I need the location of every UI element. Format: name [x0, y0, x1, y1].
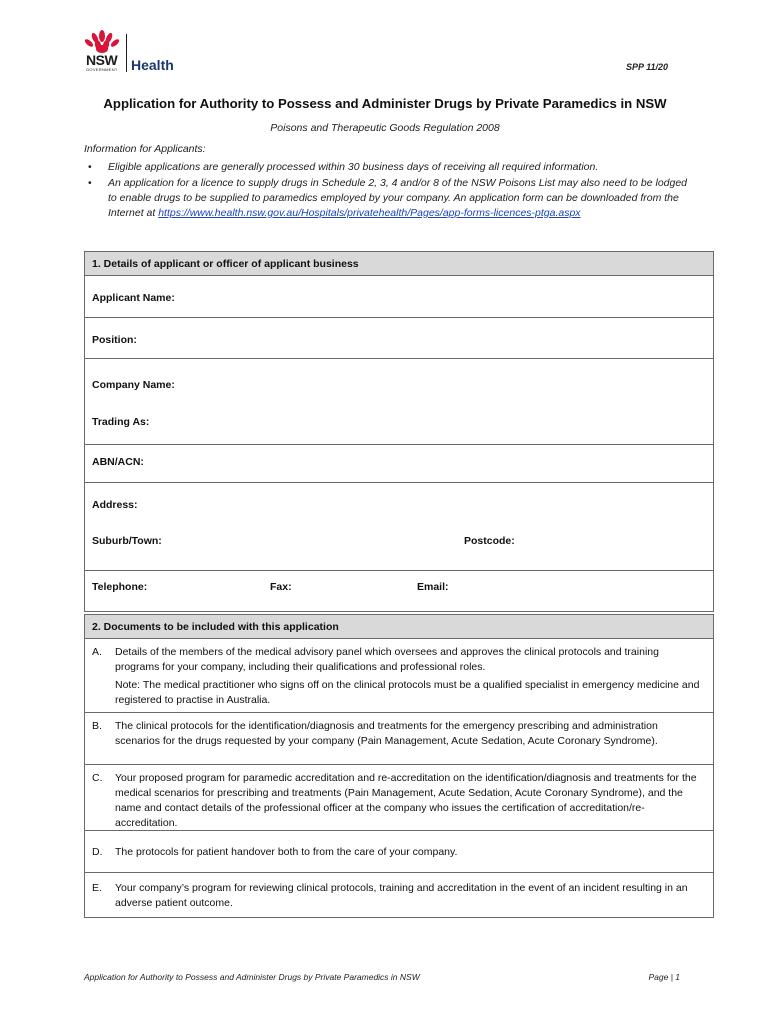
address-label: Address: — [92, 499, 138, 511]
section-1-heading: 1. Details of applicant or officer of applicant business — [92, 258, 359, 270]
item-text: Details of the members of the medical advisory panel which oversees and approves the clinical protocols and training programs for your company, including their qualifications and professional roles. — [115, 646, 659, 673]
item-letter: C. — [92, 772, 103, 784]
email-label: Email: — [417, 581, 449, 593]
footer-title: Application for Authority to Possess and Administer Drugs by Private Paramedics in NSW — [84, 972, 420, 982]
company-row[interactable] — [85, 359, 713, 445]
info-bullet — [84, 176, 694, 221]
applicant-name-label: Applicant Name: — [92, 292, 175, 304]
bullet-icon: • — [88, 161, 92, 173]
trading-as-label: Trading As: — [92, 416, 150, 428]
contact-row[interactable] — [85, 571, 713, 611]
item-text: The clinical protocols for the identification/diagnosis and treatments for the emergency prescribing and administration scenarios for the drugs requested by your company (Pain Management, Acute Sedation, Acute Coronary Syndrome). — [115, 720, 658, 747]
fax-label: Fax: — [270, 581, 292, 593]
postcode-label: Postcode: — [464, 535, 515, 547]
applicant-name-row[interactable] — [85, 276, 713, 318]
info-list — [84, 160, 694, 221]
item-text: The protocols for patient handover both to from the care of your company. — [115, 846, 458, 858]
section-2-header — [85, 615, 713, 639]
telephone-label: Telephone: — [92, 581, 148, 593]
section-1-header — [85, 252, 713, 276]
item-letter: D. — [92, 846, 103, 858]
company-name-label: Company Name: — [92, 379, 175, 391]
logo-government: GOVERNMENT — [86, 67, 118, 72]
documents-section — [84, 614, 714, 918]
document-item-e — [85, 873, 713, 917]
info-bullet-text: An application for a licence to supply drugs in Schedule 2, 3, 4 and/or 8 of the NSW Poisons List may also need to be lodged to enable drugs to be supplied to paramedics employed by your company. An application form can be downloaded from the Internet at — [108, 177, 688, 219]
applicant-details-section — [84, 251, 714, 612]
position-label: Position: — [92, 334, 137, 346]
applicant-information — [84, 142, 694, 222]
document-item-b — [85, 713, 713, 765]
item-text: Your proposed program for paramedic accreditation and re-accreditation on the identification/diagnosis and treatments for the medical scenarios for prescribing and treatments (Pain Management, Acute Sedation, Acute Coronary Syndrome), and the name and contact details of the professional officer at the company who issues the certification of accreditation/re-accreditation. — [115, 772, 697, 829]
page-subtitle: Poisons and Therapeutic Goods Regulation 2008 — [270, 122, 500, 134]
document-item-d — [85, 831, 713, 873]
forms-link[interactable]: https://www.health.nsw.gov.au/Hospitals/privatehealth/Pages/app-forms-licences-ptga.aspx — [158, 207, 581, 219]
nsw-health-logo — [84, 30, 194, 74]
logo-health: Health — [131, 57, 174, 73]
item-note: Note: The medical practitioner who signs off on the clinical protocols must be a qualified specialist in emergency medicine and registered to practise in Australia. — [115, 679, 700, 706]
item-letter: B. — [92, 720, 102, 732]
item-letter: E. — [92, 882, 102, 894]
logo-wordmark: NSW — [86, 52, 118, 68]
abn-row[interactable] — [85, 445, 713, 483]
document-item-a — [85, 639, 713, 713]
address-row[interactable] — [85, 483, 713, 571]
page-footer — [84, 972, 680, 982]
info-bullet — [84, 160, 694, 175]
info-heading: Information for Applicants: — [84, 143, 206, 155]
form-reference: SPP 11/20 — [625, 62, 668, 72]
item-text: Your company’s program for reviewing clinical protocols, training and accreditation in the event of an incident resulting in an adverse patient outcome. — [115, 882, 688, 909]
info-bullet-text: Eligible applications are generally processed within 30 business days of receiving all required information. — [108, 161, 599, 173]
document-item-c — [85, 765, 713, 831]
logo-divider — [126, 34, 127, 72]
section-2-heading: 2. Documents to be included with this application — [92, 621, 339, 633]
suburb-label: Suburb/Town: — [92, 535, 162, 547]
position-row[interactable] — [85, 318, 713, 359]
page-title: Application for Authority to Possess and Administer Drugs by Private Paramedics in NSW — [103, 96, 667, 111]
bullet-icon: • — [88, 177, 92, 189]
item-letter: A. — [92, 646, 102, 658]
page-number: Page | 1 — [648, 972, 680, 982]
abn-label: ABN/ACN: — [92, 456, 144, 468]
